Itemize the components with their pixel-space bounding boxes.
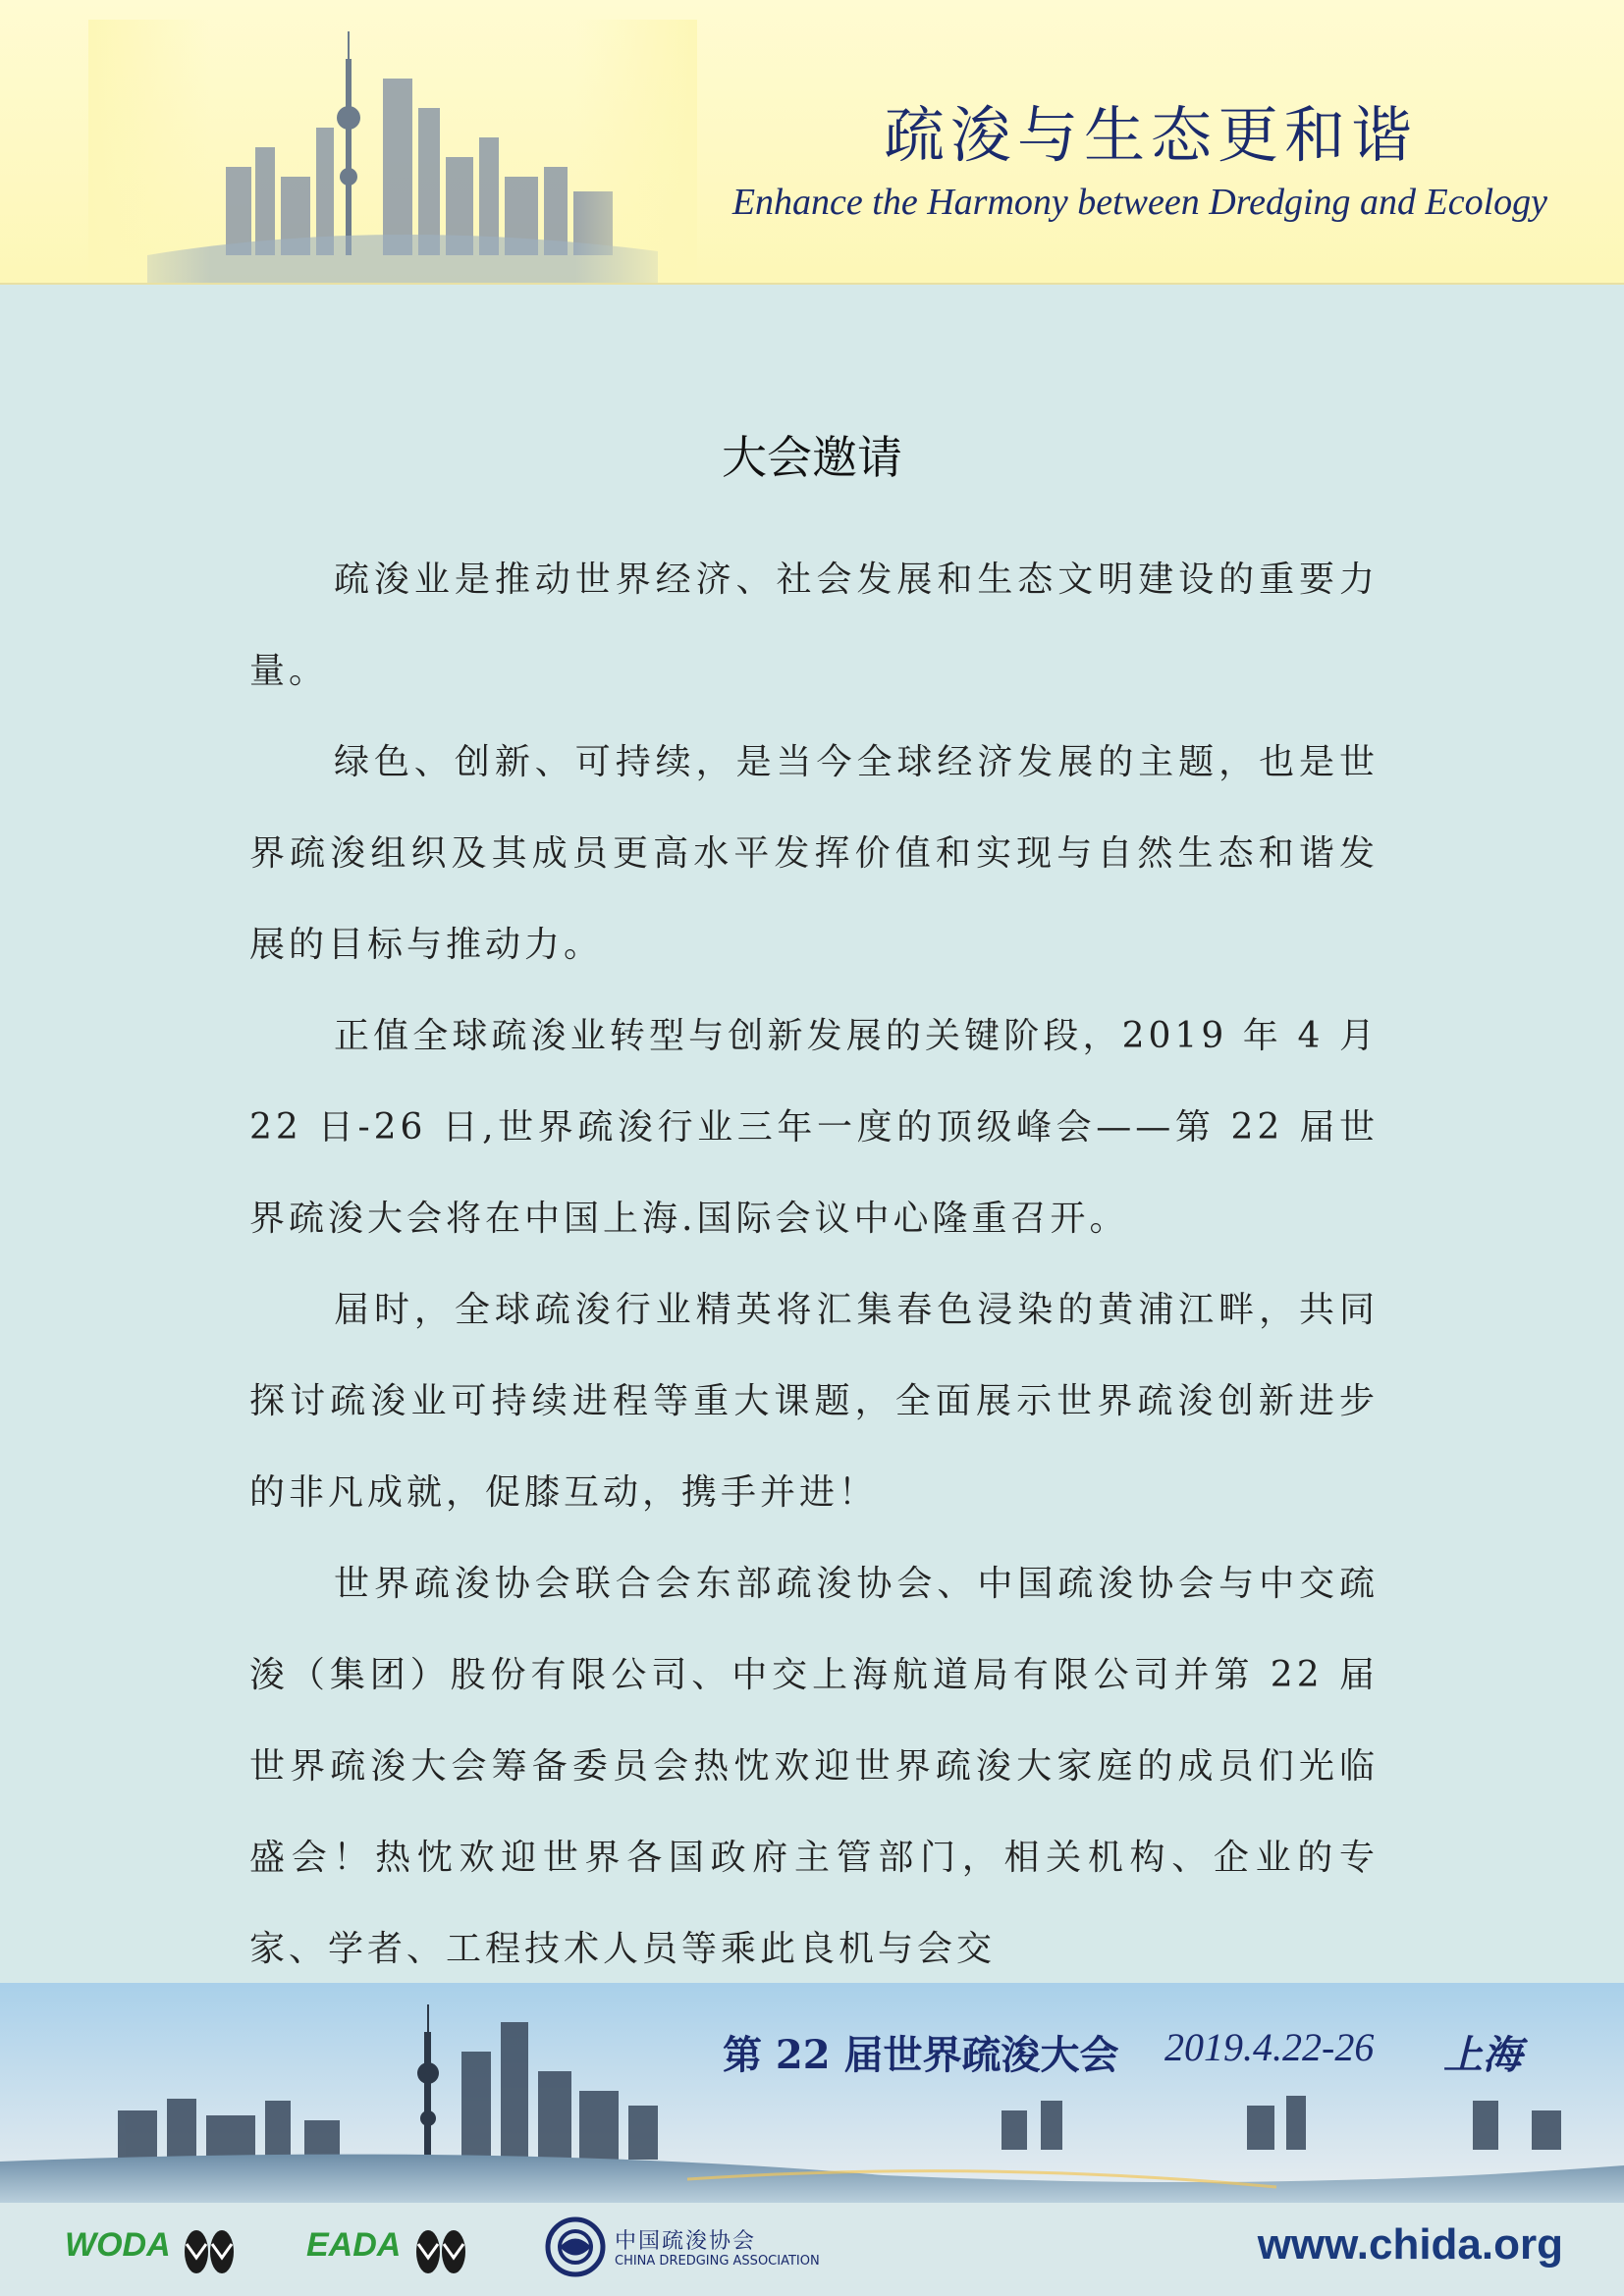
- event-name: 第 22 届世界疏浚大会: [723, 2032, 1119, 2078]
- header-subtitle: Enhance the Harmony between Dredging and Ecology: [731, 182, 1547, 223]
- eada-logo: [306, 2218, 503, 2277]
- paragraph: 绿色、创新、可持续，是当今全球经济发展的主题，也是世界疏浚组织及其成员更高水平发挥价值和实现与自然生态和谐发展的目标与推动力。: [249, 742, 1379, 965]
- header-title: 疏浚与生态更和谐: [883, 99, 1418, 171]
- document-title: 大会邀请: [722, 431, 902, 484]
- woda-logo-text: WODA: [65, 2226, 171, 2264]
- event-date: 2019.4.22-26: [1164, 2025, 1375, 2069]
- chida-name-cn: 中国疏浚协会: [615, 2229, 757, 2254]
- woda-logo: [65, 2218, 261, 2277]
- event-city: 上海: [1443, 2032, 1522, 2078]
- header-banner: [0, 0, 1624, 285]
- eada-logo-text: EADA: [306, 2226, 402, 2264]
- footer-banner: [0, 1983, 1624, 2203]
- paragraph: 正值全球疏浚业转型与创新发展的关键阶段，2019 年 4 月 22 日-26 日,世界疏浚行业三年一度的顶级峰会——第 22 届世界疏浚大会将在中国上海.国际会议中心隆重召开。: [249, 1016, 1379, 1239]
- chida-name-en: CHINA DREDGING ASSOCIATION: [615, 2254, 820, 2269]
- paragraph: 届时，全球疏浚行业精英将汇集春色浸染的黄浦江畔，共同探讨疏浚业可持续进程等重大课题，全面展示世界疏浚创新进步的非凡成就，促膝互动，携手并进！: [249, 1290, 1379, 1513]
- paragraph: 世界疏浚协会联合会东部疏浚协会、中国疏浚协会与中交疏浚（集团）股份有限公司、中交上海航道局有限公司并第 22 届世界疏浚大会筹备委员会热忱欢迎世界疏浚大家庭的成员们光临盛会！热忱欢迎世界各国政府主管部门，相关机构、企业的专家、学者、工程技术人员等乘此良机与会交: [249, 1564, 1379, 1969]
- website-url[interactable]: www.chida.org: [1257, 2220, 1563, 2269]
- city-skyline-image: [0, 1983, 1624, 2203]
- paragraph: 疏浚业是推动世界经济、社会发展和生态文明建设的重要力量。: [249, 560, 1379, 691]
- document-body: [249, 534, 1379, 1995]
- shanghai-skyline-image: [88, 20, 697, 283]
